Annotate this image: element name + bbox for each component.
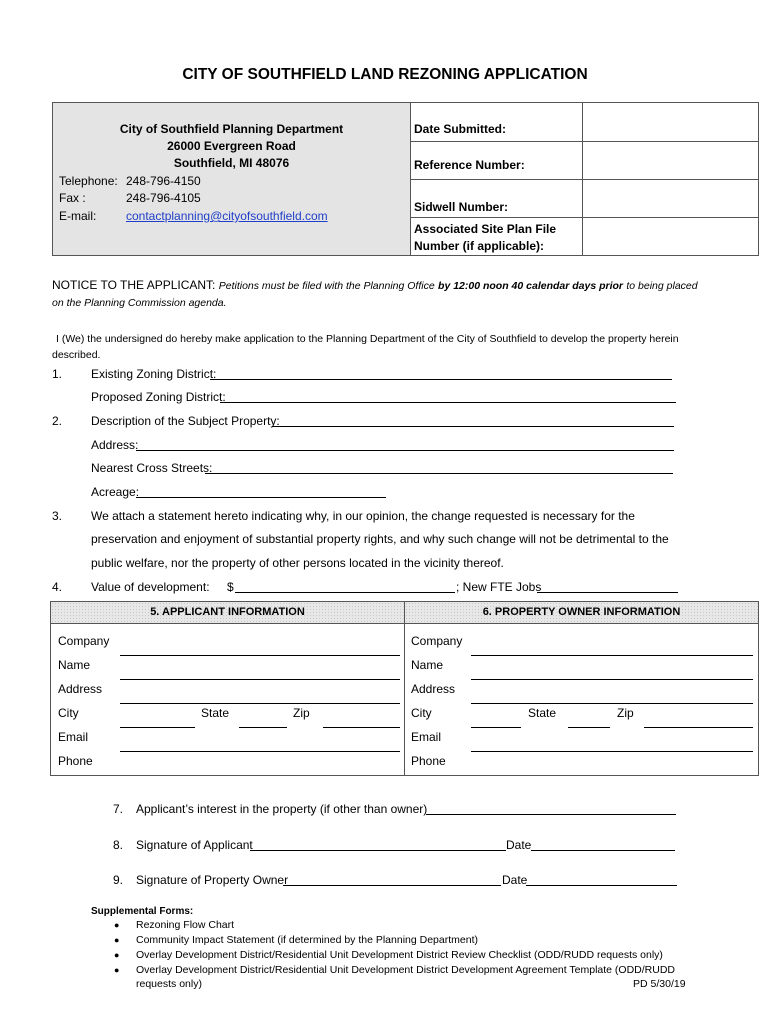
existing-zoning-label: Existing Zoning District: — [91, 367, 217, 381]
applicant-state-label: State — [201, 706, 230, 720]
applicant-phone-label: Phone — [58, 754, 93, 768]
owner-company-line[interactable] — [471, 655, 753, 656]
acreage-line[interactable] — [136, 497, 386, 498]
owner-zip-line[interactable] — [644, 727, 753, 728]
cross-streets-label: Nearest Cross Streets: — [91, 461, 213, 475]
applicant-signature-label: Signature of Applicant — [136, 838, 253, 852]
description-label: Description of the Subject Property: — [91, 414, 280, 428]
applicant-state-line[interactable] — [239, 727, 287, 728]
form-revision: PD 5/30/19 — [633, 978, 686, 990]
bullet-icon: ● — [114, 950, 120, 960]
sidwell-number-field[interactable] — [582, 179, 758, 218]
contact-panel — [53, 103, 411, 255]
address-line[interactable] — [136, 450, 674, 451]
supplemental-item-3[interactable]: Overlay Development District/Residential Unit Development District Review Checklist (ODD/RUDD requests only) — [136, 949, 663, 961]
applicant-city-label: City — [58, 706, 79, 720]
sidwell-number-cell — [410, 179, 582, 218]
owner-name-line[interactable] — [471, 679, 753, 680]
owner-company-label: Company — [411, 634, 463, 648]
applicant-company-label: Company — [58, 634, 110, 648]
existing-zoning-line[interactable] — [210, 379, 672, 380]
owner-date-line[interactable] — [526, 885, 677, 886]
reference-labels — [410, 103, 583, 255]
intro-line-2: described. — [52, 349, 101, 361]
bullet-icon: ● — [114, 935, 120, 945]
proposed-zoning-label: Proposed Zoning District: — [91, 390, 226, 404]
applicant-city-line[interactable] — [120, 727, 195, 728]
notice-text-2: to being placed — [626, 280, 698, 292]
notice-text-3: on the Planning Commission agenda. — [52, 297, 227, 309]
item-7-number: 7. — [113, 802, 124, 816]
reference-number-cell — [410, 141, 582, 180]
interest-line[interactable] — [426, 814, 676, 815]
dept-name: City of Southfield Planning Department — [119, 122, 344, 136]
table-divider — [404, 602, 405, 775]
supplemental-item-1[interactable]: Rezoning Flow Chart — [136, 919, 235, 931]
owner-email-line[interactable] — [471, 751, 753, 752]
item-8-number: 8. — [113, 838, 124, 852]
dept-street: 26000 Evergreen Road — [167, 139, 296, 153]
dept-city: Southfield, MI 48076 — [173, 156, 290, 170]
applicant-zip-line[interactable] — [323, 727, 400, 728]
date-submitted-cell — [410, 103, 582, 142]
applicant-name-label: Name — [58, 658, 91, 672]
supplemental-item-2[interactable]: Community Impact Statement (if determined by the Planning Department) — [136, 934, 478, 946]
fte-line[interactable] — [537, 592, 678, 593]
item-4-number: 4. — [52, 580, 63, 594]
applicant-email-label: Email — [58, 730, 89, 744]
owner-state-label: State — [528, 706, 557, 720]
applicant-address-label: Address — [58, 682, 103, 696]
applicant-heading: 5. APPLICANT INFORMATION — [150, 606, 305, 618]
fax-value: 248-796-4105 — [126, 191, 201, 205]
notice-deadline: by 12:00 noon 40 calendar days prior — [438, 280, 624, 292]
applicant-header — [51, 602, 404, 624]
owner-city-label: City — [411, 706, 432, 720]
address-label: Address: — [91, 438, 139, 452]
telephone-label: Telephone: — [59, 174, 118, 188]
notice — [52, 278, 698, 292]
supplemental-item-4-continued: requests only) — [136, 978, 202, 990]
applicant-owner-table — [50, 601, 759, 776]
statement-line-2: preservation and enjoyment of substantial property rights, and why such change will not be detrimental to the — [91, 532, 669, 546]
email-link[interactable]: contactplanning@cityofsouthfield.com — [126, 209, 328, 223]
page-title: CITY OF SOUTHFIELD LAND REZONING APPLICATION — [182, 66, 588, 83]
owner-address-label: Address — [411, 682, 456, 696]
interest-label: Applicant’s interest in the property (if other than owner) — [136, 802, 428, 816]
owner-name-label: Name — [411, 658, 444, 672]
owner-date-label: Date — [502, 873, 528, 887]
reference-number-field[interactable] — [582, 141, 758, 180]
sidwell-number-label: Sidwell Number: — [414, 200, 509, 214]
owner-email-label: Email — [411, 730, 442, 744]
applicant-signature-line[interactable] — [250, 850, 506, 851]
owner-header — [405, 602, 758, 624]
notice-text-1: Petitions must be filed with the Planning Office — [218, 280, 435, 292]
applicant-date-label: Date — [506, 838, 532, 852]
reference-number-label: Reference Number: — [414, 158, 525, 172]
owner-address-line[interactable] — [471, 703, 753, 704]
owner-signature-line[interactable] — [283, 885, 501, 886]
site-plan-field[interactable] — [582, 217, 758, 255]
notice-heading: NOTICE TO THE APPLICANT: — [52, 278, 216, 292]
item-1-number: 1. — [52, 367, 63, 381]
contact-header-box — [52, 102, 759, 256]
date-submitted-field[interactable] — [582, 103, 758, 142]
dollar-sign: $ — [227, 580, 234, 594]
owner-heading: 6. PROPERTY OWNER INFORMATION — [482, 606, 681, 618]
fax-label: Fax : — [59, 191, 86, 205]
applicant-name-line[interactable] — [120, 679, 400, 680]
item-2-number: 2. — [52, 414, 63, 428]
bullet-icon: ● — [114, 920, 120, 930]
statement-line-1: We attach a statement hereto indicating why, in our opinion, the change requested is necessary for the — [91, 509, 635, 523]
telephone-value: 248-796-4150 — [126, 174, 201, 188]
item-9-number: 9. — [113, 873, 124, 887]
date-submitted-label: Date Submitted: — [414, 122, 507, 136]
applicant-date-line[interactable] — [531, 850, 675, 851]
owner-zip-label: Zip — [617, 706, 634, 720]
applicant-zip-label: Zip — [293, 706, 310, 720]
statement-line-3: public welfare, nor the property of other persons located in the vicinity thereof. — [91, 556, 504, 570]
bullet-icon: ● — [114, 965, 120, 975]
owner-phone-label: Phone — [411, 754, 446, 768]
intro-line-1: I (We) the undersigned do hereby make application to the Planning Department of the City of Southfield to develop the property herein — [56, 333, 679, 345]
acreage-label: Acreage: — [91, 485, 140, 499]
value-line[interactable] — [235, 592, 455, 593]
owner-city-line[interactable] — [471, 727, 521, 728]
supplemental-item-4[interactable]: Overlay Development District/Residential Unit Development District Development Agreement Template (ODD/RUDD — [136, 964, 676, 976]
fte-label: ; New FTE Jobs — [456, 580, 542, 594]
owner-state-line[interactable] — [568, 727, 610, 728]
site-plan-label-1: Associated Site Plan File — [414, 222, 557, 236]
email-label: E-mail: — [59, 209, 97, 223]
proposed-zoning-line[interactable] — [220, 402, 676, 403]
applicant-company-line[interactable] — [120, 655, 400, 656]
applicant-address-line[interactable] — [120, 703, 400, 704]
description-line[interactable] — [272, 426, 674, 427]
supplemental-heading: Supplemental Forms: — [91, 906, 194, 917]
value-label: Value of development: — [91, 580, 210, 594]
cross-streets-line[interactable] — [205, 473, 673, 474]
site-plan-label-2: Number (if applicable): — [414, 239, 545, 253]
applicant-email-line[interactable] — [120, 751, 400, 752]
owner-signature-label: Signature of Property Owner — [136, 873, 289, 887]
item-3-number: 3. — [52, 509, 63, 523]
